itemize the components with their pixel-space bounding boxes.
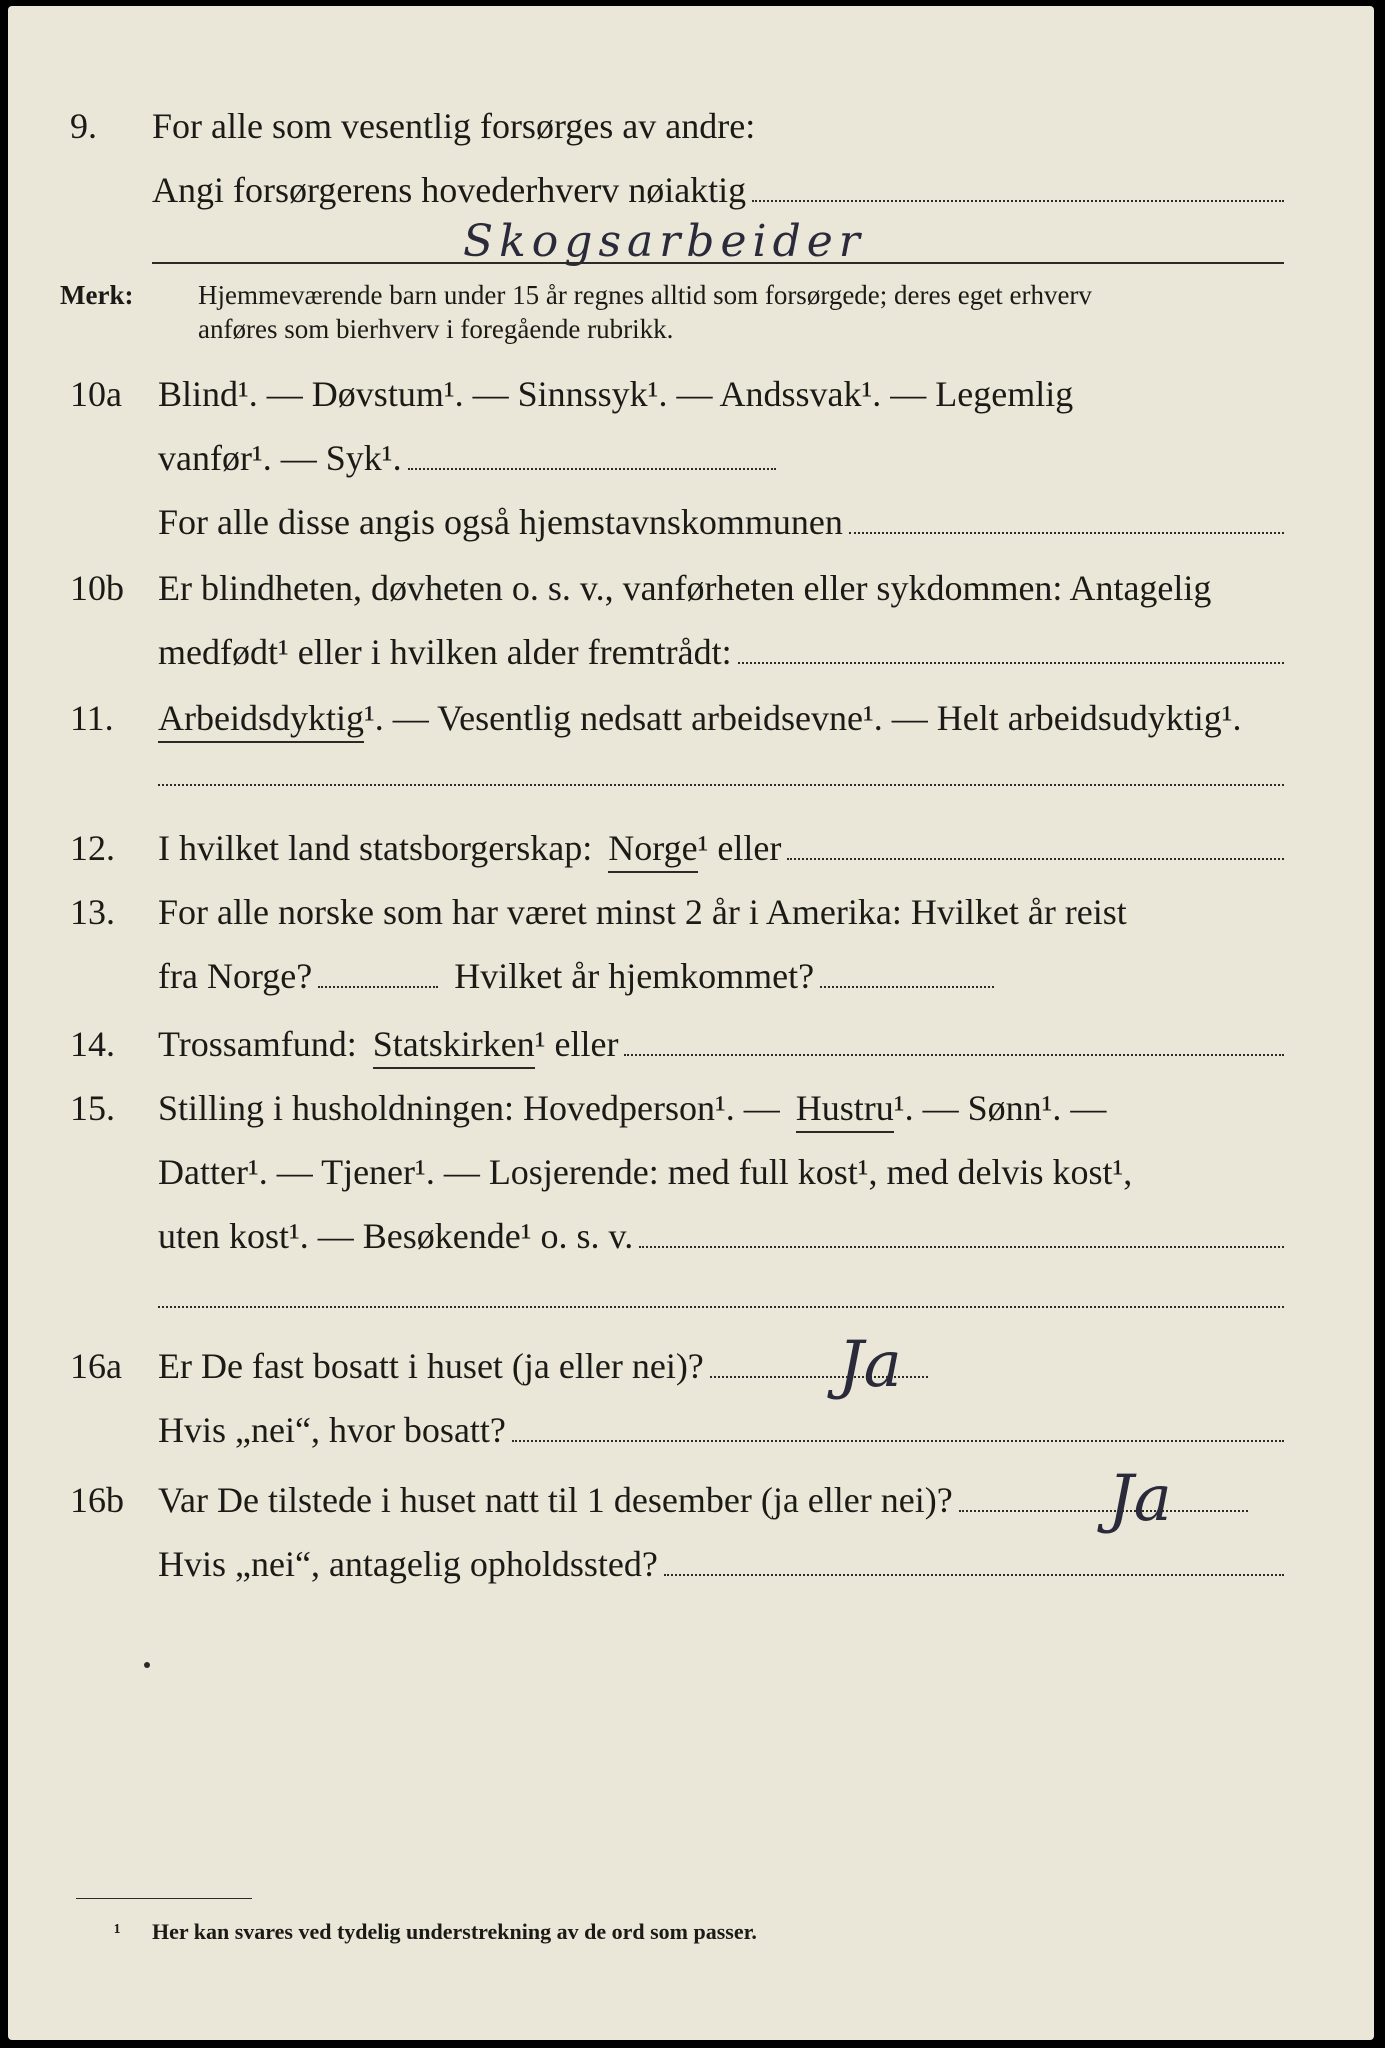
question-number: 12. [70,828,115,868]
question-text: vanfør¹. — Syk¹. [158,438,402,478]
answer-line[interactable] [959,1510,1248,1512]
question-text: ¹ eller [697,828,782,868]
question-text: ¹. — Vesentlig nedsatt arbeidsevne¹. — Helt arbeidsudyktig¹. [363,698,1242,738]
footnote-divider [76,1898,252,1899]
question-number: 16b [70,1480,124,1520]
question-text: For alle disse angis også hjemstavnskommunen [158,502,843,542]
question-text: uten kost¹. — Besøkende¹ o. s. v. [158,1216,634,1256]
census-form-page [8,6,1374,2040]
question-text: Hvilket år hjemkommet? [454,956,815,996]
question-number: 11. [70,698,114,738]
question-text: medfødt¹ eller i hvilken alder fremtrådt: [158,632,732,672]
handwritten-answer: Ja [838,1328,902,1402]
handwritten-answer: Ja [1108,1462,1172,1536]
question-text: For alle som vesentlig forsørges av andre: [152,106,756,146]
footnote-marker: ¹ [114,1919,121,1944]
question-text: Er blindheten, døvheten o. s. v., vanførheten eller sykdommen: Antagelig [158,568,1212,608]
question-text: Er De fast bosatt i huset (ja eller nei)? [158,1346,704,1386]
question-number: 15. [70,1088,115,1128]
answer-line[interactable] [639,1246,1284,1248]
answer-line[interactable] [158,1306,1284,1308]
underlined-choice: Arbeidsdyktig [158,696,364,743]
answer-line[interactable] [152,262,1284,264]
question-text: Hvis „nei“, hvor bosatt? [158,1410,506,1450]
footnote-text: Her kan svares ved tydelig understrekning av de ord som passer. [152,1919,757,1944]
question-text: Blind¹. — Døvstum¹. — Sinnssyk¹. — Andssvak¹. — Legemlig [158,374,1074,414]
question-number: 16a [70,1346,122,1386]
stray-mark [144,1662,150,1668]
answer-line[interactable] [849,532,1284,534]
answer-line[interactable] [408,468,776,470]
underlined-choice: Norge [608,826,697,873]
question-text: For alle norske som har været minst 2 år i Amerika: Hvilket år reist [158,892,1127,932]
answer-line[interactable] [512,1440,1284,1442]
question-number: 14. [70,1024,115,1064]
question-text: fra Norge? [158,956,313,996]
note-text: anføres som bierhverv i foregående rubrikk. [198,314,674,344]
note-text: Hjemmeværende barn under 15 år regnes alltid som forsørgede; deres eget erhverv [198,280,1092,310]
question-text: Datter¹. — Tjener¹. — Losjerende: med full kost¹, med delvis kost¹, [158,1152,1133,1192]
answer-line[interactable] [158,784,1284,786]
question-number: 9. [70,106,97,146]
underlined-choice: Statskirken [373,1022,535,1069]
answer-line[interactable] [787,858,1284,860]
note-label: Merk: [60,280,134,310]
question-text: Stilling i husholdningen: Hovedperson¹. — [158,1088,780,1128]
question-text: Trossamfund: [158,1024,357,1064]
question-text: ¹ eller [534,1024,619,1064]
question-number: 13. [70,892,115,932]
answer-line[interactable] [738,662,1284,664]
question-text: ¹. — Sønn¹. — [893,1088,1107,1128]
answer-line[interactable] [752,200,1284,202]
answer-line[interactable] [318,986,438,988]
answer-line[interactable] [624,1054,1284,1056]
underlined-choice: Hustru [796,1086,894,1133]
question-number: 10a [70,374,122,414]
question-text: I hvilket land statsborgerskap: [158,828,593,868]
question-text: Hvis „nei“, antagelig opholdssted? [158,1544,658,1584]
question-number: 10b [70,568,124,608]
question-text: Var De tilstede i huset natt til 1 desember (ja eller nei)? [158,1480,953,1520]
question-text: Angi forsørgerens hovederhverv nøiaktig [152,170,747,210]
answer-line[interactable] [820,986,994,988]
answer-line[interactable] [664,1574,1284,1576]
handwritten-answer: Skogsarbeider [463,216,866,267]
